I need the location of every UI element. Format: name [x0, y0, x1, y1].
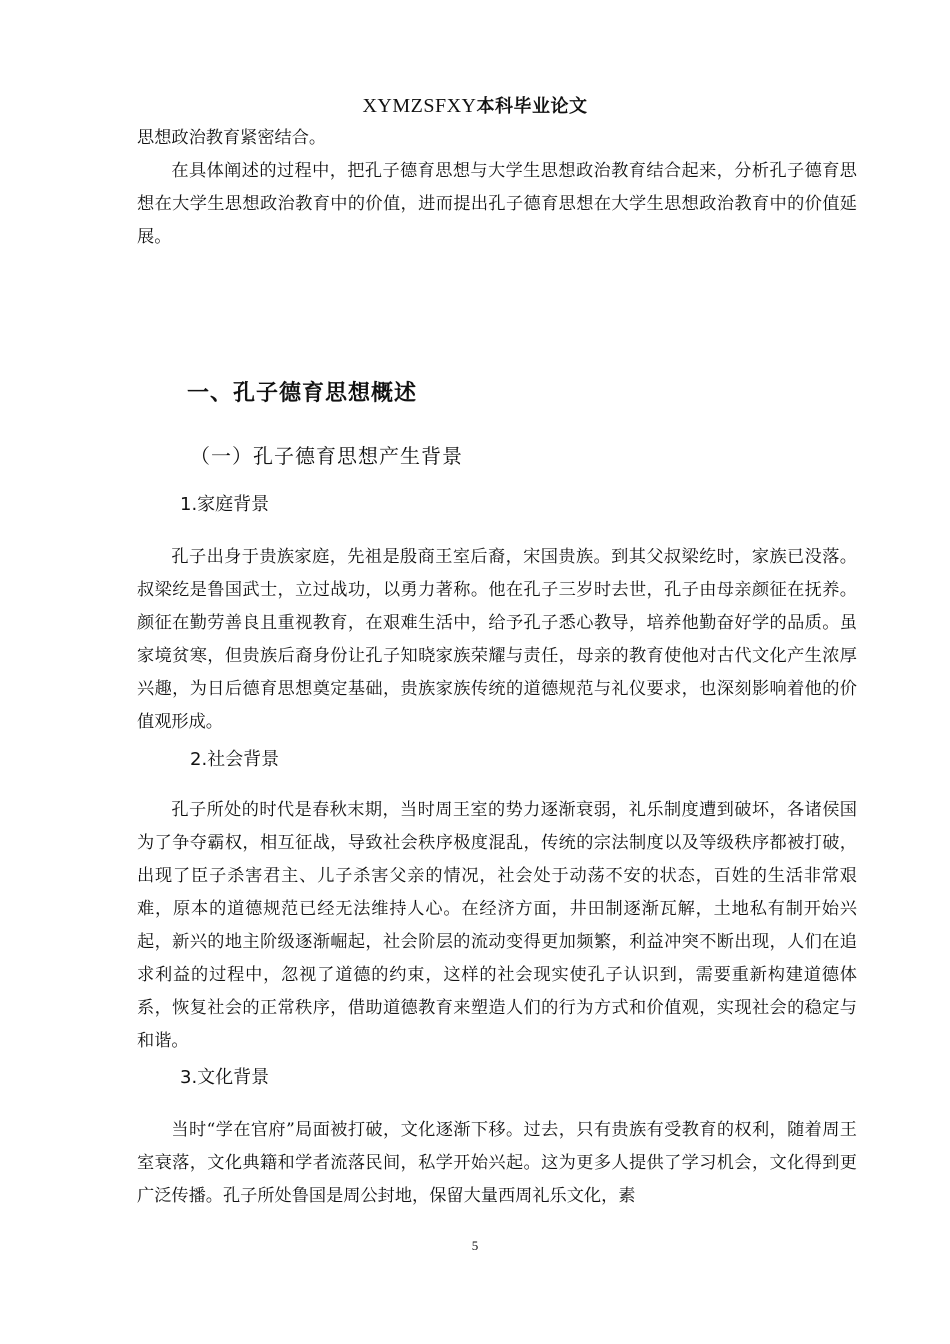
header-latin: XYMZSFXY [362, 95, 477, 117]
intro-block [137, 122, 857, 254]
intro-line: 思想政治教育紧密结合。 [137, 128, 327, 148]
section-title: （一）孔子德育思想产生背景 [190, 444, 463, 468]
header-title: 本科毕业论文 [476, 96, 588, 117]
paragraph-society: 孔子所处的时代是春秋末期，当时周王室的势力逐渐衰弱，礼乐制度遭到破坏，各诸侯国为了争夺霸权，相互征战，导致社会秩序极度混乱，传统的宗法制度以及等级秩序都被打破，出现了臣子杀害君主、儿子杀害父亲的情况，社会处于动荡不安的状态，百姓的生活非常艰难，原本的道德规范已经无法维持人心。在经济方面，井田制逐渐瓦解，土地私有制开始兴起，新兴的地主阶级逐渐崛起，社会阶层的流动变得更加频繁，利益冲突不断出现，人们在追求利益的过程中，忽视了道德的约束，这样的社会现实使孔子认识到，需要重新构建道德体系，恢复社会的正常秩序，借助道德教育来塑造人们的行为方式和价值观，实现社会的稳定与和谐。 [137, 800, 857, 1051]
paragraph-family: 孔子出身于贵族家庭，先祖是殷商王室后裔，宋国贵族。到其父叔梁纥时，家族已没落。叔梁纥是鲁国武士，立过战功，以勇力著称。他在孔子三岁时去世，孔子由母亲颜征在抚养。颜征在勤劳善良且重视教育，在艰难生活中，给予孔子悉心教导，培养他勤奋好学的品质。虽家境贫寒，但贵族后裔身份让孔子知晓家族荣耀与责任，母亲的教育使他对古代文化产生浓厚兴趣，为日后德育思想奠定基础，贵族家族传统的道德规范与礼仪要求，也深刻影响着他的价值观形成。 [137, 547, 857, 732]
intro-paragraph: 在具体阐述的过程中，把孔子德育思想与大学生思想政治教育结合起来，分析孔子德育思想在大学生思想政治教育中的价值，进而提出孔子德育思想在大学生思想政治教育中的价值延展。 [137, 161, 857, 247]
subsection-title-society: 2.社会背景 [190, 749, 280, 770]
page-header [0, 92, 950, 118]
paragraph-culture: 当时“学在官府”局面被打破，文化逐渐下移。过去，只有贵族有受教育的权利，随着周王室衰落，文化典籍和学者流落民间，私学开始兴起。这为更多人提供了学习机会，文化得到更广泛传播。孔子所处鲁国是周公封地，保留大量西周礼乐文化，素 [137, 1120, 857, 1206]
page-number: 5 [471, 1238, 479, 1253]
subsection-title-culture: 3.文化背景 [180, 1067, 270, 1088]
subsection-title-family: 1.家庭背景 [180, 494, 270, 515]
chapter-title: 一、孔子德育思想概述 [187, 381, 418, 406]
